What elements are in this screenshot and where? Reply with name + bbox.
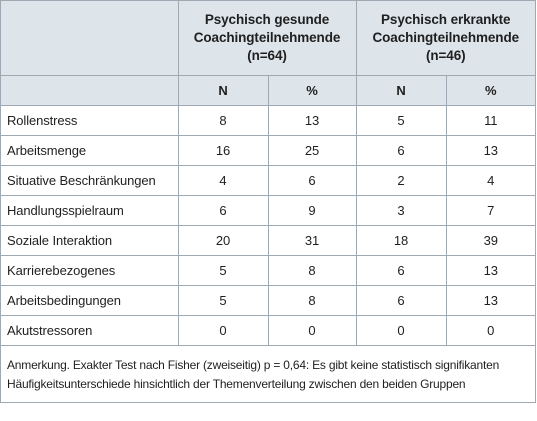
sub-header-row xyxy=(1,76,535,106)
group-header-ill xyxy=(356,1,535,76)
cell-n-ill: 6 xyxy=(356,256,446,286)
table-row xyxy=(1,196,535,226)
cell-n-healthy: 5 xyxy=(178,286,268,316)
row-label: Soziale Interaktion xyxy=(1,226,178,256)
row-label: Arbeitsbedingungen xyxy=(1,286,178,316)
cell-n-ill: 0 xyxy=(356,316,446,346)
cell-n-healthy: 0 xyxy=(178,316,268,346)
group-ill-sample-size: (n=46) xyxy=(425,48,466,63)
cell-percent-healthy: 13 xyxy=(268,106,356,136)
table-row xyxy=(1,226,535,256)
cell-n-ill: 6 xyxy=(356,286,446,316)
cell-n-ill: 5 xyxy=(356,106,446,136)
cell-n-healthy: 16 xyxy=(178,136,268,166)
cell-n-healthy: 6 xyxy=(178,196,268,226)
group-ill-line1: Psychisch erkrankte xyxy=(381,12,511,27)
cell-percent-ill: 4 xyxy=(446,166,535,196)
cell-percent-healthy: 25 xyxy=(268,136,356,166)
row-label: Akutstressoren xyxy=(1,316,178,346)
cell-percent-ill: 13 xyxy=(446,136,535,166)
sub-header-n-ill: N xyxy=(356,76,446,106)
cell-n-ill: 2 xyxy=(356,166,446,196)
row-label: Rollenstress xyxy=(1,106,178,136)
group-healthy-line1: Psychisch gesunde xyxy=(204,12,330,27)
cell-n-healthy: 4 xyxy=(178,166,268,196)
cell-n-healthy: 20 xyxy=(178,226,268,256)
sub-header-percent-ill: % xyxy=(446,76,535,106)
cell-n-healthy: 8 xyxy=(178,106,268,136)
cell-percent-healthy: 9 xyxy=(268,196,356,226)
cell-percent-healthy: 31 xyxy=(268,226,356,256)
row-label: Arbeitsmenge xyxy=(1,136,178,166)
results-table xyxy=(1,1,535,346)
row-label: Handlungsspielraum xyxy=(1,196,178,226)
cell-percent-healthy: 6 xyxy=(268,166,356,196)
row-label: Situative Beschränkungen xyxy=(1,166,178,196)
table-body xyxy=(1,106,535,346)
sub-header-corner-cell xyxy=(1,76,178,106)
group-healthy-line2: Coachingteilnehmende xyxy=(193,30,341,45)
group-healthy-sample-size: (n=64) xyxy=(247,48,287,63)
cell-percent-ill: 13 xyxy=(446,286,535,316)
row-label: Karrierebezogenes xyxy=(1,256,178,286)
group-ill-line2: Coachingteilnehmende xyxy=(372,30,520,45)
cell-percent-healthy: 0 xyxy=(268,316,356,346)
cell-n-ill: 3 xyxy=(356,196,446,226)
group-header-row xyxy=(1,1,535,76)
table-row xyxy=(1,316,535,346)
cell-percent-healthy: 8 xyxy=(268,286,356,316)
table-row xyxy=(1,166,535,196)
cell-n-healthy: 5 xyxy=(178,256,268,286)
sub-header-n-healthy: N xyxy=(178,76,268,106)
cell-percent-ill: 0 xyxy=(446,316,535,346)
cell-n-ill: 6 xyxy=(356,136,446,166)
cell-percent-ill: 13 xyxy=(446,256,535,286)
cell-percent-healthy: 8 xyxy=(268,256,356,286)
cell-percent-ill: 39 xyxy=(446,226,535,256)
table-note: Anmerkung. Exakter Test nach Fisher (zweiseitig) p = 0,64: Es gibt keine statistisch signifikanten Häufigkeitsunterschiede hinsichtlich der Themenverteilung zwischen den beiden Gruppen xyxy=(7,358,500,391)
cell-percent-ill: 7 xyxy=(446,196,535,226)
header-corner-cell xyxy=(1,1,178,76)
table-row xyxy=(1,136,535,166)
cell-n-ill: 18 xyxy=(356,226,446,256)
cell-percent-ill: 11 xyxy=(446,106,535,136)
table-row xyxy=(1,286,535,316)
sub-header-percent-healthy: % xyxy=(268,76,356,106)
group-header-healthy xyxy=(178,1,356,76)
table-header xyxy=(1,1,535,106)
table-row xyxy=(1,106,535,136)
table-row xyxy=(1,256,535,286)
